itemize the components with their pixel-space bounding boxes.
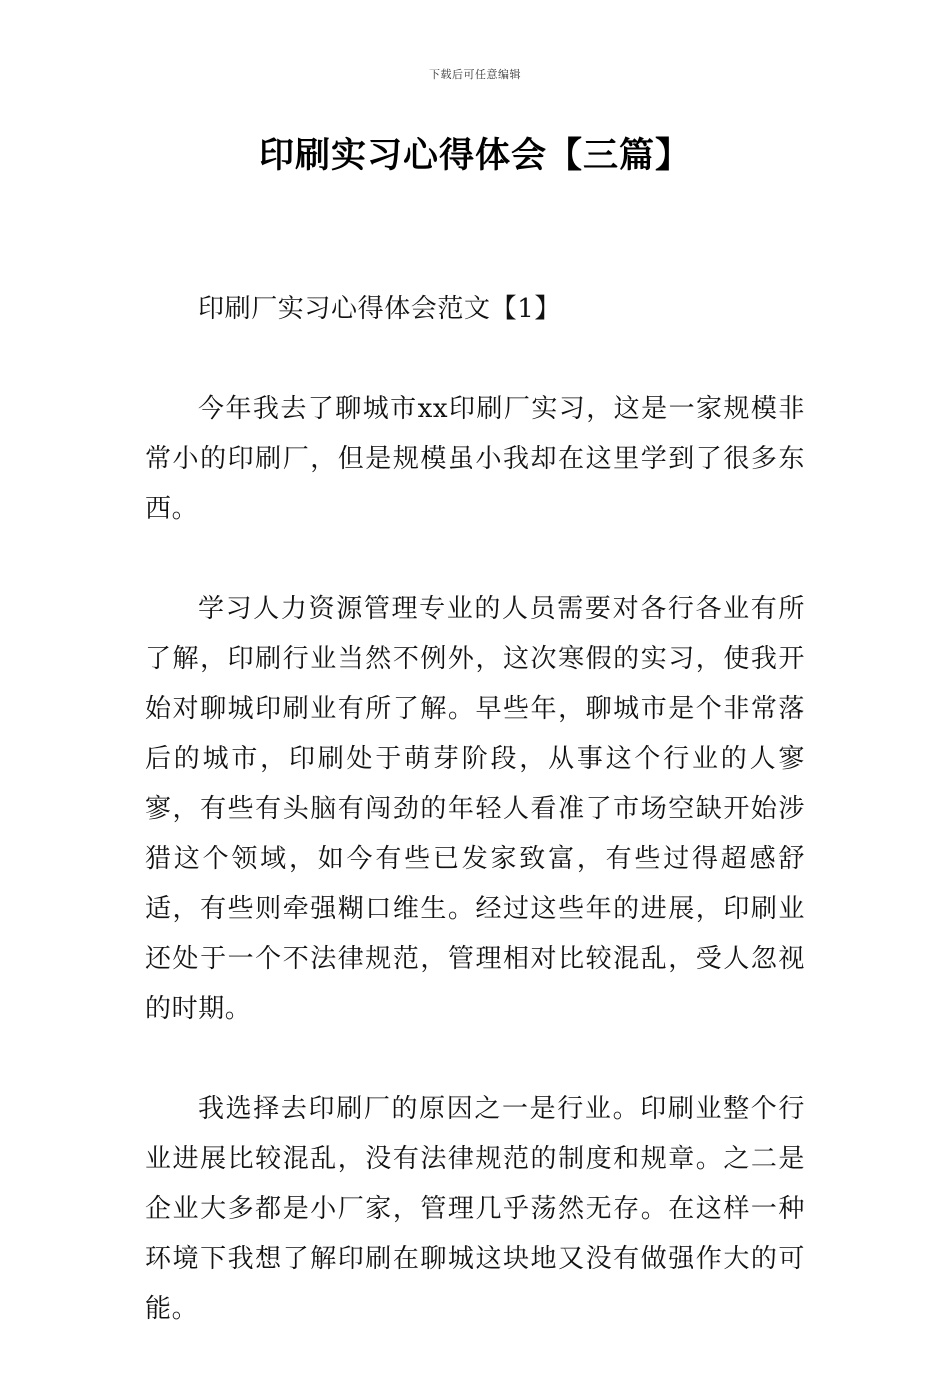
document-title: 印刷实习心得体会【三篇】 — [258, 136, 691, 176]
paragraph-2: 学习人力资源管理专业的人员需要对各行各业有所了解，印刷行业当然不例外，这次寒假的实习，使我开始对聊城印刷业有所了解。早些年，聊城市是个非常落后的城市，印刷处于萌芽阶段，从事这个行业的人寥寥，有些有头脑有闯劲的年轻人看准了市场空缺开始涉猎这个领域，如今有些已发家致富，有些过得超感舒适，有些则牵强糊口维生。经过这些年的进展，印刷业还处于一个不法律规范，管理相对比较混乱，受人忽视的时期。 — [145, 594, 805, 1024]
document-body — [145, 284, 805, 1384]
section-subtitle: 印刷厂实习心得体会范文【1】 — [198, 294, 561, 324]
header-note: 下载后可任意编辑 — [429, 68, 521, 81]
paragraph-3: 我选择去印刷厂的原因之一是行业。印刷业整个行业进展比较混乱，没有法律规范的制度和规章。之二是企业大多都是小厂家，管理几乎荡然无存。在这样一种环境下我想了解印刷在聊城这块地又没有做强作大的可能。 — [145, 1094, 805, 1324]
paragraph-1: 今年我去了聊城市xx印刷厂实习，这是一家规模非常小的印刷厂，但是规模虽小我却在这里学到了很多东西。 — [145, 394, 805, 524]
